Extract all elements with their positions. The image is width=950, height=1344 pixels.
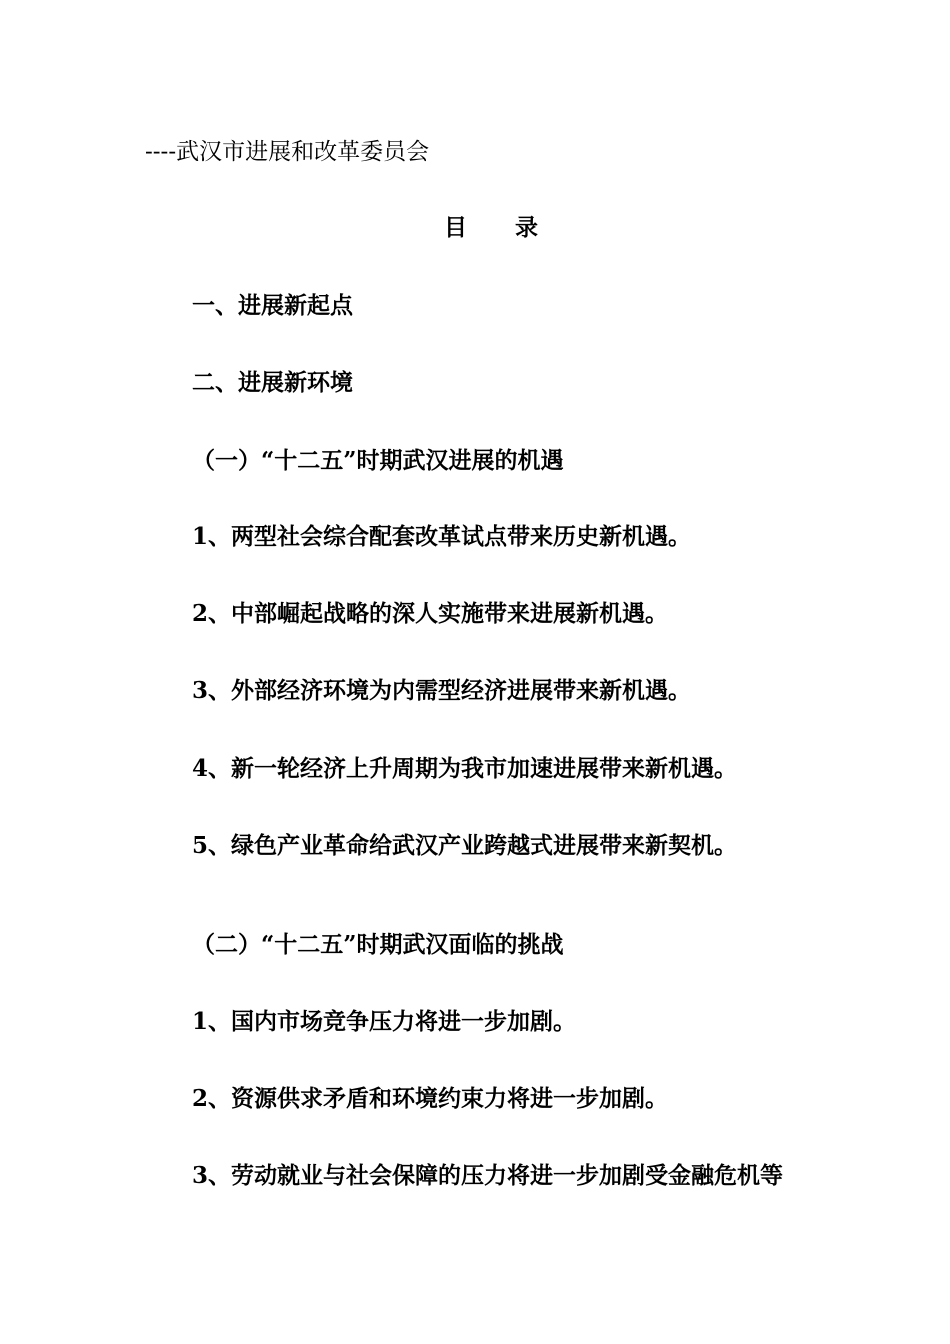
toc-item: 3、外部经济环境为内需型经济进展带来新机遇。 <box>192 677 692 704</box>
toc-title-char-1: 目 <box>444 214 467 241</box>
toc-item: 3、劳动就业与社会保障的压力将进一步加剧受金融危机等 <box>192 1162 784 1189</box>
toc-item: 1、两型社会综合配套改革试点带来历史新机遇。 <box>192 523 692 550</box>
toc-title-char-2: 录 <box>515 214 538 241</box>
toc-item: 二、进展新环境 <box>192 369 353 396</box>
toc-item: 4、新一轮经济上升周期为我市加速进展带来新机遇。 <box>192 755 738 782</box>
toc-item: 2、资源供求矛盾和环境约束力将进一步加剧。 <box>192 1085 669 1112</box>
toc-item: 1、国内市场竞争压力将进一步加剧。 <box>192 1008 577 1035</box>
toc-title <box>444 213 538 243</box>
toc-item: 5、绿色产业革命给武汉产业跨越式进展带来新契机。 <box>192 832 738 859</box>
toc-item: 2、中部崛起战略的深人实施带来进展新机遇。 <box>192 600 669 627</box>
toc-item: （二）“十二五”时期武汉面临的挑战 <box>192 931 564 958</box>
author-line: ----武汉市进展和改革委员会 <box>145 139 430 165</box>
toc-item: 一、进展新起点 <box>192 292 353 319</box>
toc-item: （一）“十二五”时期武汉进展的机遇 <box>192 447 564 474</box>
